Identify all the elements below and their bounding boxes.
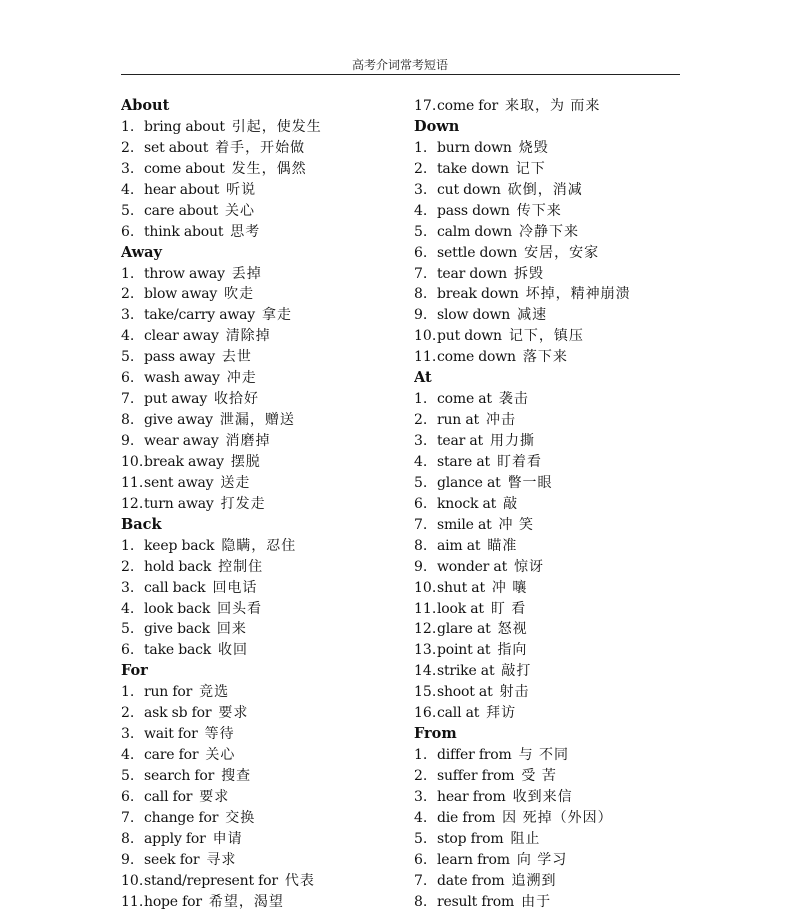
english-phrase: turn away: [144, 495, 214, 512]
item-number: 4.: [121, 181, 135, 198]
english-phrase: glance at: [437, 474, 501, 491]
item-number: 5.: [121, 202, 135, 219]
chinese-meaning: 吹走: [224, 286, 255, 303]
item-number: 1.: [414, 391, 428, 408]
english-phrase: run for: [144, 684, 193, 701]
phrase-item: [414, 578, 714, 599]
phrase-item: [121, 703, 421, 724]
item-number: 8.: [414, 893, 428, 910]
item-number: 7.: [121, 809, 135, 826]
chinese-meaning: 追溯到: [511, 872, 557, 889]
phrase-item: [121, 724, 421, 745]
english-phrase: shoot at: [437, 684, 493, 701]
english-phrase: tear at: [437, 433, 483, 449]
english-phrase: come down: [437, 349, 516, 366]
english-phrase: wonder at: [437, 558, 507, 575]
chinese-meaning: 希望，渴望: [208, 893, 284, 910]
item-number: 4.: [121, 747, 135, 764]
chinese-meaning: 关心: [225, 202, 255, 219]
chinese-meaning: 竞选: [199, 684, 230, 701]
section-heading: Away: [121, 243, 162, 261]
chinese-meaning: 落下来: [522, 349, 568, 366]
phrase-item: [414, 201, 714, 222]
english-phrase: wear away: [144, 433, 219, 449]
phrase-item: [121, 494, 421, 515]
english-phrase: calm down: [437, 223, 512, 240]
item-number: 15.: [414, 684, 437, 701]
item-number: 3.: [121, 160, 135, 177]
chinese-meaning: 因 死掉（外因）: [502, 809, 613, 826]
item-number: 6.: [121, 370, 135, 387]
english-phrase: pass down: [437, 202, 510, 219]
chinese-meaning: 烧毁: [518, 139, 549, 156]
chinese-meaning: 盯着看: [496, 453, 542, 470]
item-number: 2.: [121, 286, 135, 303]
item-number: 1.: [121, 537, 135, 554]
phrase-item: [414, 871, 714, 892]
english-phrase: tear down: [437, 265, 507, 282]
english-phrase: call back: [144, 579, 206, 596]
item-number: 4.: [121, 328, 135, 345]
phrase-item: [121, 264, 421, 285]
item-number: 8.: [121, 412, 135, 429]
chinese-meaning: 瞄准: [487, 537, 518, 554]
chinese-meaning: 冲走: [226, 370, 257, 387]
english-phrase: suffer from: [437, 768, 515, 784]
item-number: 9.: [414, 558, 428, 575]
chinese-meaning: 来取，为 而来: [504, 98, 601, 114]
phrase-item: [121, 578, 421, 599]
phrase-item: [121, 682, 421, 703]
page-header-title: 高考介词常考短语: [351, 58, 448, 72]
item-number: 11.: [414, 349, 437, 366]
phrase-item: [414, 410, 714, 431]
chinese-meaning: 传下来: [516, 202, 562, 219]
english-phrase: ask sb for: [144, 705, 212, 722]
chinese-meaning: 记下: [515, 160, 546, 177]
phrase-item: [414, 473, 714, 494]
english-phrase: call at: [437, 705, 480, 722]
item-number: 5.: [121, 621, 135, 638]
chinese-meaning: 与 不同: [518, 747, 570, 764]
phrase-item: [121, 787, 421, 808]
phrase-item: [121, 180, 421, 201]
phrase-item: [414, 243, 714, 264]
english-phrase: date from: [437, 872, 505, 889]
english-phrase: strike at: [437, 663, 495, 680]
english-phrase: apply for: [144, 830, 206, 847]
item-number: 10.: [414, 328, 437, 345]
chinese-meaning: 关心: [205, 747, 236, 764]
chinese-meaning: 听说: [226, 181, 257, 198]
english-phrase: cut down: [437, 181, 501, 198]
item-number: 3.: [414, 181, 428, 198]
english-phrase: glare at: [437, 621, 491, 638]
item-number: 4.: [414, 453, 428, 470]
item-number: 6.: [121, 788, 135, 805]
english-phrase: hear about: [144, 181, 220, 198]
chinese-meaning: 回电话: [212, 579, 258, 596]
phrase-item: [414, 159, 714, 180]
chinese-meaning: 坏掉，精神崩溃: [525, 286, 631, 303]
chinese-meaning: 收到来信: [512, 788, 573, 805]
phrase-item: [121, 892, 421, 913]
section-heading: For: [121, 662, 148, 680]
section-heading: About: [121, 97, 170, 114]
english-phrase: learn from: [437, 851, 510, 868]
english-phrase: come for: [437, 98, 498, 114]
english-phrase: run at: [437, 412, 479, 429]
item-number: 5.: [414, 830, 428, 847]
item-number: 1.: [414, 139, 428, 156]
phrase-item: [121, 536, 421, 557]
phrase-item: [121, 159, 421, 180]
phrase-item: [121, 599, 421, 620]
phrase-item: [121, 410, 421, 431]
phrase-item: [121, 347, 421, 368]
item-number: 5.: [121, 349, 135, 366]
chinese-meaning: 等待: [204, 726, 235, 743]
english-phrase: hope for: [144, 893, 202, 910]
chinese-meaning: 交换: [225, 809, 256, 826]
phrase-item: [121, 222, 421, 243]
english-phrase: shut at: [437, 579, 485, 596]
item-number: 1.: [121, 684, 135, 701]
phrase-item: [414, 347, 714, 368]
chinese-meaning: 冲 笑: [498, 516, 534, 533]
item-number: 6.: [414, 495, 428, 512]
item-number: 1.: [414, 747, 428, 764]
phrase-item: [414, 619, 714, 640]
chinese-meaning: 泄漏，赠送: [219, 412, 295, 429]
english-phrase: settle down: [437, 244, 518, 261]
phrase-item: [414, 787, 714, 808]
phrase-item: [121, 138, 421, 159]
english-phrase: hold back: [144, 558, 212, 575]
item-number: 2.: [414, 412, 428, 429]
item-number: 8.: [414, 286, 428, 303]
item-number: 7.: [414, 872, 428, 889]
phrase-item: [414, 222, 714, 243]
english-phrase: wait for: [144, 726, 198, 743]
phrase-item: [414, 515, 714, 536]
phrase-item: [414, 682, 714, 703]
item-number: 5.: [414, 474, 428, 491]
chinese-meaning: 引起，使发生: [231, 118, 322, 135]
item-number: 2.: [121, 705, 135, 722]
english-phrase: knock at: [437, 495, 497, 512]
item-number: 9.: [121, 851, 135, 868]
english-phrase: care about: [144, 202, 218, 219]
chinese-meaning: 送走: [220, 474, 251, 491]
english-phrase: set about: [144, 139, 209, 156]
phrase-item: [121, 452, 421, 473]
phrase-item: [414, 389, 714, 410]
phrase-item: [121, 871, 421, 892]
english-phrase: search for: [144, 768, 215, 784]
phrase-item: [414, 284, 714, 305]
item-number: 2.: [414, 160, 428, 177]
english-phrase: aim at: [437, 537, 481, 554]
english-phrase: burn down: [437, 139, 512, 156]
phrase-item: [414, 557, 714, 578]
english-phrase: keep back: [144, 537, 215, 554]
item-number: 3.: [414, 433, 428, 449]
item-number: 4.: [414, 809, 428, 826]
phrase-item: [121, 473, 421, 494]
item-number: 16.: [414, 705, 437, 722]
item-number: 10.: [121, 872, 144, 889]
chinese-meaning: 敲打: [501, 663, 532, 680]
phrase-item: [121, 850, 421, 871]
phrase-item: [121, 745, 421, 766]
chinese-meaning: 冷静下来: [518, 223, 579, 240]
english-phrase: result from: [437, 893, 515, 910]
item-number: 13.: [414, 642, 437, 659]
phrase-item: [121, 326, 421, 347]
phrase-item: [414, 305, 714, 326]
chinese-meaning: 受 苦: [521, 768, 557, 784]
section-heading: From: [414, 725, 457, 743]
chinese-meaning: 要求: [218, 705, 249, 722]
phrase-item: [121, 557, 421, 578]
item-number: 6.: [121, 642, 135, 659]
english-phrase: smile at: [437, 516, 492, 533]
left-column: [121, 96, 421, 913]
english-phrase: come at: [437, 391, 492, 408]
english-phrase: seek for: [144, 851, 200, 868]
chinese-meaning: 代表: [284, 872, 315, 889]
chinese-meaning: 砍倒，消减: [507, 181, 583, 198]
chinese-meaning: 去世: [221, 349, 252, 366]
chinese-meaning: 由于: [521, 893, 552, 910]
item-number: 11.: [121, 474, 144, 491]
phrase-item: [414, 661, 714, 682]
english-phrase: break down: [437, 286, 519, 303]
english-phrase: stare at: [437, 453, 490, 470]
chinese-meaning: 着手，开始做: [215, 139, 306, 156]
chinese-meaning: 申请: [212, 830, 243, 847]
english-phrase: die from: [437, 809, 496, 826]
chinese-meaning: 冲击: [485, 412, 516, 429]
item-number: 14.: [414, 663, 437, 680]
chinese-meaning: 收回: [218, 642, 249, 659]
phrase-item: [121, 808, 421, 829]
chinese-meaning: 回来: [216, 621, 247, 638]
item-number: 3.: [414, 788, 428, 805]
phrase-item: [414, 138, 714, 159]
chinese-meaning: 拜访: [486, 705, 517, 722]
english-phrase: stop from: [437, 830, 504, 847]
right-column: [414, 96, 714, 913]
phrase-item: [121, 117, 421, 138]
chinese-meaning: 记下，镇压: [508, 328, 584, 345]
phrase-item: [121, 284, 421, 305]
phrase-item: [121, 640, 421, 661]
item-number: 11.: [414, 600, 437, 617]
english-phrase: differ from: [437, 747, 512, 764]
chinese-meaning: 拿走: [261, 307, 292, 324]
chinese-meaning: 冲 嚷: [491, 579, 528, 596]
phrase-item: [414, 892, 714, 913]
item-number: 7.: [414, 516, 428, 533]
chinese-meaning: 要求: [199, 788, 230, 805]
english-phrase: clear away: [144, 328, 219, 345]
chinese-meaning: 指向: [497, 642, 528, 659]
item-number: 2.: [414, 768, 428, 784]
english-phrase: sent away: [144, 474, 214, 491]
item-number: 4.: [121, 600, 135, 617]
phrase-item: [414, 829, 714, 850]
chinese-meaning: 射击: [499, 684, 530, 701]
english-phrase: look at: [437, 600, 484, 617]
english-phrase: care for: [144, 747, 199, 764]
phrase-item: [121, 305, 421, 326]
english-phrase: stand/represent for: [144, 872, 278, 889]
chinese-meaning: 丢掉: [231, 265, 262, 282]
phrase-item: [414, 599, 714, 620]
english-phrase: pass away: [144, 349, 215, 366]
english-phrase: think about: [144, 223, 224, 240]
item-number: 3.: [121, 579, 135, 596]
section-heading: Back: [121, 515, 162, 533]
chinese-meaning: 阻止: [510, 830, 541, 847]
english-phrase: give away: [144, 412, 213, 429]
phrase-item: [414, 703, 714, 724]
phrase-item: [121, 368, 421, 389]
header-rule: [121, 74, 680, 75]
item-number: 2.: [121, 139, 135, 156]
chinese-meaning: 惊讶: [514, 558, 544, 575]
item-number: 2.: [121, 558, 135, 575]
english-phrase: take/carry away: [144, 307, 255, 324]
chinese-meaning: 发生，偶然: [231, 160, 307, 177]
item-number: 4.: [414, 202, 428, 219]
item-number: 5.: [121, 768, 135, 784]
english-phrase: come about: [144, 160, 225, 177]
chinese-meaning: 向 学习: [516, 851, 568, 868]
phrase-item: [414, 536, 714, 557]
chinese-meaning: 打发走: [220, 495, 266, 512]
item-number: 3.: [121, 726, 135, 743]
chinese-meaning: 瞥一眼: [507, 474, 553, 491]
english-phrase: hear from: [437, 788, 506, 805]
section-heading: Down: [414, 117, 460, 135]
chinese-meaning: 搜查: [221, 768, 252, 784]
phrase-item: [121, 829, 421, 850]
chinese-meaning: 控制住: [218, 558, 264, 575]
chinese-meaning: 回头看: [217, 600, 263, 617]
phrase-item: [414, 452, 714, 473]
chinese-meaning: 用力撕: [489, 433, 535, 449]
item-number: 9.: [414, 307, 428, 324]
item-number: 17.: [414, 98, 437, 114]
chinese-meaning: 减速: [517, 307, 548, 324]
english-phrase: throw away: [144, 265, 225, 282]
english-phrase: look back: [144, 600, 211, 617]
phrase-item: [414, 850, 714, 871]
phrase-item: [121, 201, 421, 222]
english-phrase: change for: [144, 809, 219, 826]
english-phrase: break away: [144, 453, 224, 470]
chinese-meaning: 怒视: [497, 621, 528, 638]
item-number: 5.: [414, 223, 428, 240]
item-number: 11.: [121, 893, 144, 910]
section-heading: At: [414, 369, 432, 387]
phrase-item: [121, 766, 421, 787]
phrase-item: [121, 431, 421, 452]
english-phrase: take back: [144, 642, 212, 659]
chinese-meaning: 思考: [230, 223, 261, 240]
item-number: 7.: [121, 391, 135, 408]
english-phrase: put down: [437, 328, 502, 345]
chinese-meaning: 盯 看: [490, 600, 527, 617]
chinese-meaning: 寻求: [206, 851, 237, 868]
item-number: 10.: [414, 579, 437, 596]
phrase-item: [121, 389, 421, 410]
chinese-meaning: 收拾好: [214, 391, 260, 408]
chinese-meaning: 消磨掉: [225, 433, 271, 449]
english-phrase: put away: [144, 391, 208, 408]
phrase-item: [414, 180, 714, 201]
item-number: 7.: [414, 265, 428, 282]
phrase-item: [414, 808, 714, 829]
chinese-meaning: 隐瞒，忍住: [221, 537, 297, 554]
chinese-meaning: 安居，安家: [524, 244, 600, 261]
phrase-item: [414, 766, 714, 787]
english-phrase: wash away: [144, 370, 220, 387]
english-phrase: point at: [437, 642, 491, 659]
chinese-meaning: 拆毁: [514, 265, 544, 282]
english-phrase: give back: [144, 621, 210, 638]
item-number: 8.: [414, 537, 428, 554]
item-number: 6.: [414, 851, 428, 868]
chinese-meaning: 袭击: [498, 391, 529, 408]
phrase-item: [414, 326, 714, 347]
phrase-item: [414, 264, 714, 285]
phrase-item: [121, 619, 421, 640]
item-number: 8.: [121, 830, 135, 847]
phrase-item: [414, 431, 714, 452]
item-number: 12.: [121, 495, 144, 512]
phrase-item: [414, 96, 714, 117]
chinese-meaning: 清除掉: [225, 328, 271, 345]
item-number: 12.: [414, 621, 437, 638]
item-number: 10.: [121, 453, 144, 470]
english-phrase: blow away: [144, 286, 218, 303]
chinese-meaning: 摆脱: [230, 453, 261, 470]
item-number: 1.: [121, 265, 135, 282]
phrase-item: [414, 640, 714, 661]
english-phrase: take down: [437, 160, 509, 177]
item-number: 9.: [121, 433, 135, 449]
english-phrase: call for: [144, 788, 193, 805]
phrase-item: [414, 494, 714, 515]
english-phrase: bring about: [144, 118, 225, 135]
item-number: 1.: [121, 118, 135, 135]
phrase-item: [414, 745, 714, 766]
item-number: 6.: [121, 223, 135, 240]
english-phrase: slow down: [437, 307, 511, 324]
item-number: 3.: [121, 307, 135, 324]
item-number: 6.: [414, 244, 428, 261]
chinese-meaning: 敲: [503, 495, 519, 512]
